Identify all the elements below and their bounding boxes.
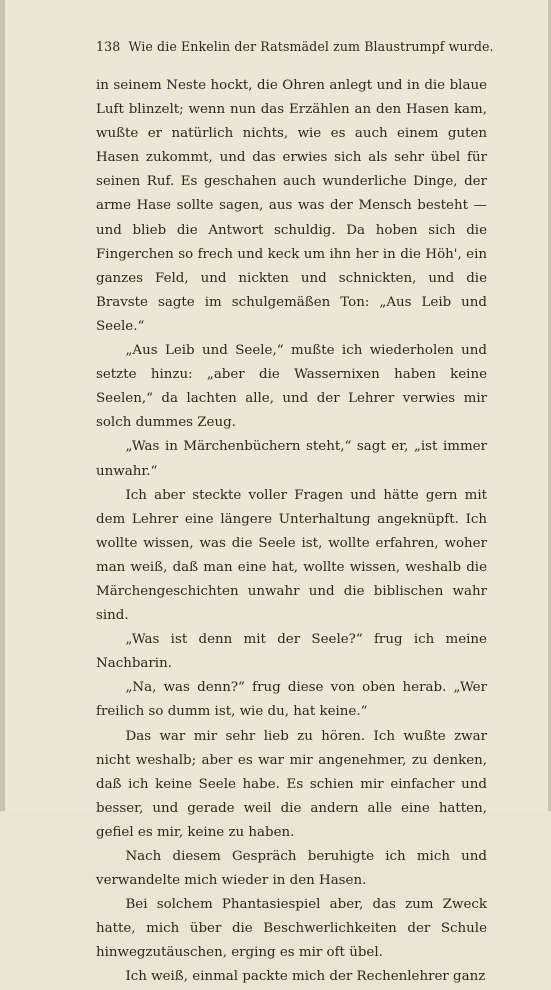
paragraph: in seinem Neste hockt, die Ohren anlegt und in die blaue Luft blinzelt; wenn nun das Erzählen an den Hasen kam, wußte er natürlich nichts, wie es auch einem guten Hasen zukommt, und das erwies sich als sehr übel für seinen Ruf. Es geschahen auch wunderliche Dinge, der arme Hase sollte sagen, aus was der Mensch besteht — und blieb die Antwort schuldig. Da hoben sich die Fingerchen so frech und keck um ihn her in die Höh', ein ganzes Feld, und nickten und schnickten, und die Bravste sagte im schulgemäßen Ton: „Aus Leib und Seele.“	[96, 78, 487, 334]
paragraph: „Was in Märchenbüchern steht,“ sagt er, „ist immer unwahr.“	[96, 439, 487, 479]
paragraph: Das war mir sehr lieb zu hören. Ich wußte zwar nicht weshalb; aber es war mir angenehmer, zu denken, daß ich keine Seele habe. Es schien mir einfacher und besser, und gerade weil die andern alle eine hatten, gefiel es mir, keine zu haben.	[96, 728, 487, 840]
paragraph: „Was ist denn mit der Seele?“ frug ich meine Nachbarin.	[96, 632, 487, 672]
paragraph: „Aus Leib und Seele,“ mußte ich wiederholen und setzte hinzu: „aber die Wassernixen haben keine Seelen,“ da lachten alle, und der Lehrer verwies mir solch dummes Zeug.	[96, 343, 487, 431]
paragraph: Bei solchem Phantasiespiel aber, das zum Zweck hatte, mich über die Beschwerlichkeiten der Schule hinwegzutäuschen, erging es mir oft übel.	[96, 897, 487, 961]
body-text	[96, 74, 487, 990]
running-title: Wie die Enkelin der Ratsmädel zum Blaustrumpf wurde.	[128, 39, 494, 54]
paragraph: Ich weiß, einmal packte mich der Rechenlehrer ganz	[125, 969, 486, 985]
page-number: 138	[96, 39, 121, 54]
paragraph: Ich aber steckte voller Fragen und hätte gern mit dem Lehrer eine längere Unterhaltung angeknüpft. Ich wollte wissen, was die Seele ist, wollte erfahren, woher man weiß, daß man eine hat, wollte wissen, weshalb die Märchengeschichten unwahr und die biblischen wahr sind.	[96, 487, 487, 624]
paragraph: Nach diesem Gespräch beruhigte ich mich und verwandelte mich wieder in den Hasen.	[96, 849, 487, 889]
running-header	[96, 38, 494, 56]
paragraph: „Na, was denn?“ frug diese von oben herab. „Wer freilich so dumm ist, wie du, hat keine.“	[96, 680, 487, 720]
